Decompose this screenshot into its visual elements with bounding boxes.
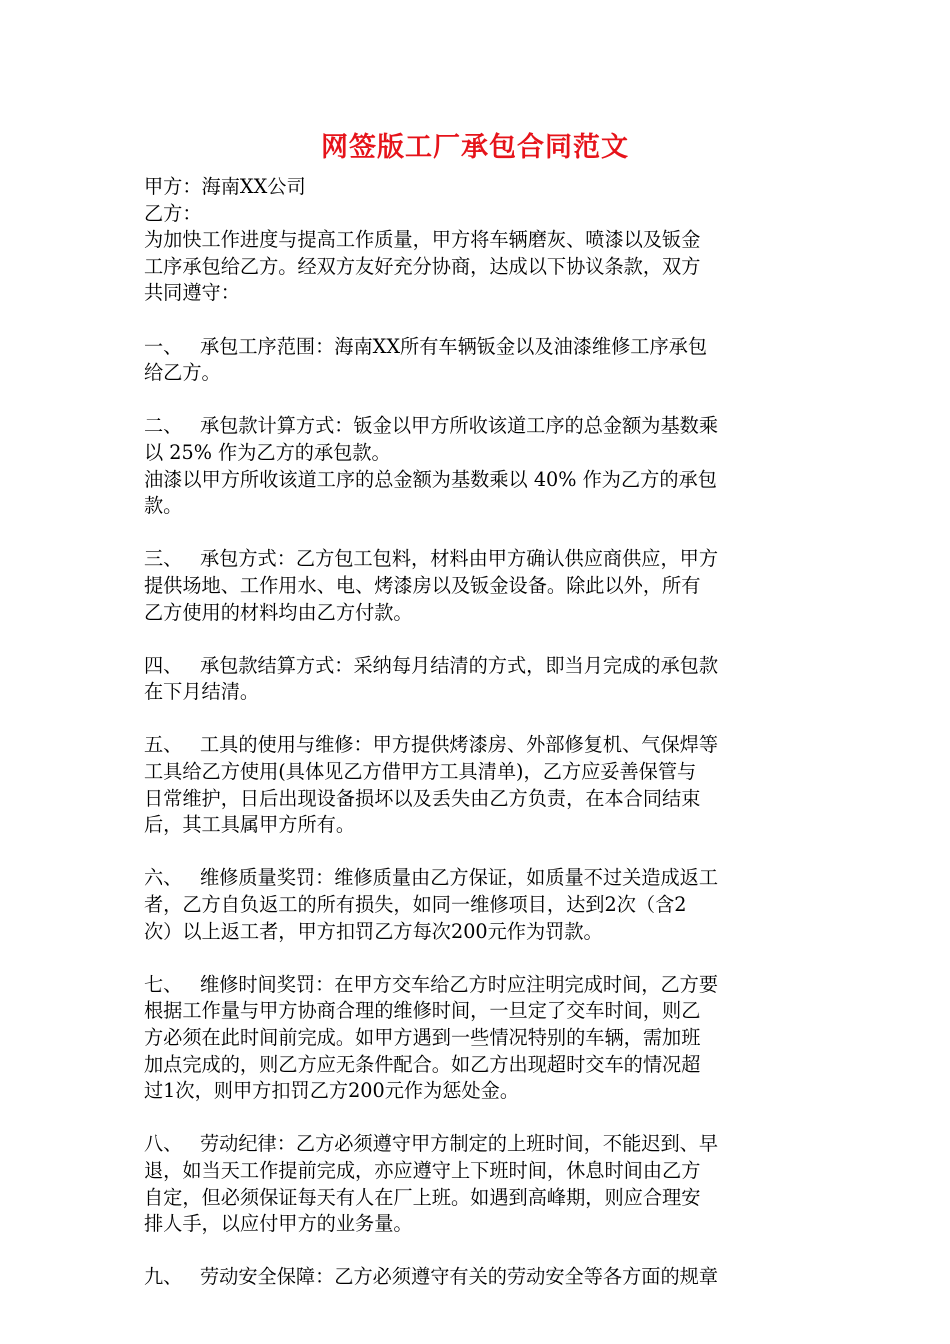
party-b: 乙方：: [144, 201, 202, 225]
clause-5-line: 后，其工具属甲方所有。: [144, 813, 356, 837]
clause-5-line: 日常维护，日后出现设备损坏以及丢失由乙方负责，在本合同结束: [144, 786, 701, 810]
clause-5-line: 工具给乙方使用(具体见乙方借甲方工具清单)，乙方应妥善保管与: [144, 760, 697, 784]
intro-line: 共同遵守：: [144, 281, 240, 305]
clause-number: 二、: [144, 414, 183, 438]
clause-number: 四、: [144, 653, 183, 677]
clause-6-line: 次）以上返工者，甲方扣罚乙方每次200元作为罚款。: [144, 919, 603, 943]
clause-7-line: 方必须在此时间前完成。如甲方遇到一些情况特别的车辆，需加班: [144, 1026, 701, 1049]
party-a: 甲方：海南XX公司: [144, 175, 306, 198]
clause-number: 六、: [144, 866, 183, 890]
clause-8-line: 自定，但必须保证每天有人在厂上班。如遇到高峰期，则应合理安: [144, 1185, 701, 1209]
clause-5-line: 五、 工具的使用与维修：甲方提供烤漆房、外部修复机、气保焊等: [144, 732, 808, 759]
clause-number: 五、: [144, 733, 183, 757]
clause-8-line: 八、 劳动纪律：乙方必须遵守甲方制定的上班时间，不能迟到、早: [144, 1131, 808, 1158]
clause-number: 九、: [144, 1265, 183, 1289]
document-title: 网签版工厂承包合同范文: [321, 132, 629, 163]
clause-3-line: 三、 承包方式：乙方包工包料，材料由甲方确认供应商供应，甲方: [144, 546, 808, 573]
clause-7-line: 加点完成的，则乙方应无条件配合。如乙方出现超时交车的情况超: [144, 1052, 701, 1076]
clause-2-extra-line: 款。: [144, 494, 183, 518]
clause-1-line: 给乙方。: [144, 361, 221, 385]
document-body: [144, 174, 808, 1291]
intro-line: 为加快工作进度与提高工作质量，甲方将车辆磨灰、喷漆以及钣金: [144, 228, 701, 252]
clause-4-line: 在下月结清。: [144, 680, 260, 704]
clause-2-extra-line: 油漆以甲方所收该道工序的总金额为基数乘以 40% 作为乙方的承包: [144, 467, 717, 491]
clause-3-line: 提供场地、工作用水、电、烤漆房以及钣金设备。除此以外，所有: [144, 573, 701, 597]
clause-7-line: 根据工作量与甲方协商合理的维修时间，一旦定了交车时间，则乙: [144, 999, 701, 1023]
clause-2-line: 二、 承包款计算方式：钣金以甲方所收该道工序的总金额为基数乘: [144, 413, 808, 440]
clause-4-line: 四、 承包款结算方式：采纳每月结清的方式，即当月完成的承包款: [144, 653, 808, 680]
intro-line: 工序承包给乙方。经双方友好充分协商，达成以下协议条款，双方: [144, 254, 701, 278]
clause-1-line: 一、 承包工序范围：海南XX所有车辆钣金以及油漆维修工序承包: [144, 334, 808, 361]
clause-6-line: 六、 维修质量奖罚：维修质量由乙方保证，如质量不过关造成返工: [144, 865, 808, 892]
clause-7-line: 七、 维修时间奖罚：在甲方交车给乙方时应注明完成时间，乙方要: [144, 972, 808, 999]
clause-number: 七、: [144, 972, 183, 996]
clause-8-line: 排人手，以应付甲方的业务量。: [144, 1212, 413, 1236]
clause-3-line: 乙方使用的材料均由乙方付款。: [144, 600, 413, 624]
clause-7-line: 过1次，则甲方扣罚乙方200元作为惩处金。: [144, 1079, 520, 1103]
clause-number: 八、: [144, 1132, 183, 1156]
clause-2-line: 以 25% 作为乙方的承包款。: [144, 440, 391, 464]
clause-8-line: 退，如当天工作提前完成，亦应遵守上下班时间，休息时间由乙方: [144, 1158, 701, 1182]
clause-number: 一、: [144, 334, 183, 358]
clause-9-line: 九、 劳动安全保障：乙方必须遵守有关的劳动安全等各方面的规章: [144, 1264, 808, 1291]
clause-number: 三、: [144, 547, 183, 571]
clause-6-line: 者，乙方自负返工的所有损失，如同一维修项目，达到2次（含2: [144, 893, 687, 917]
